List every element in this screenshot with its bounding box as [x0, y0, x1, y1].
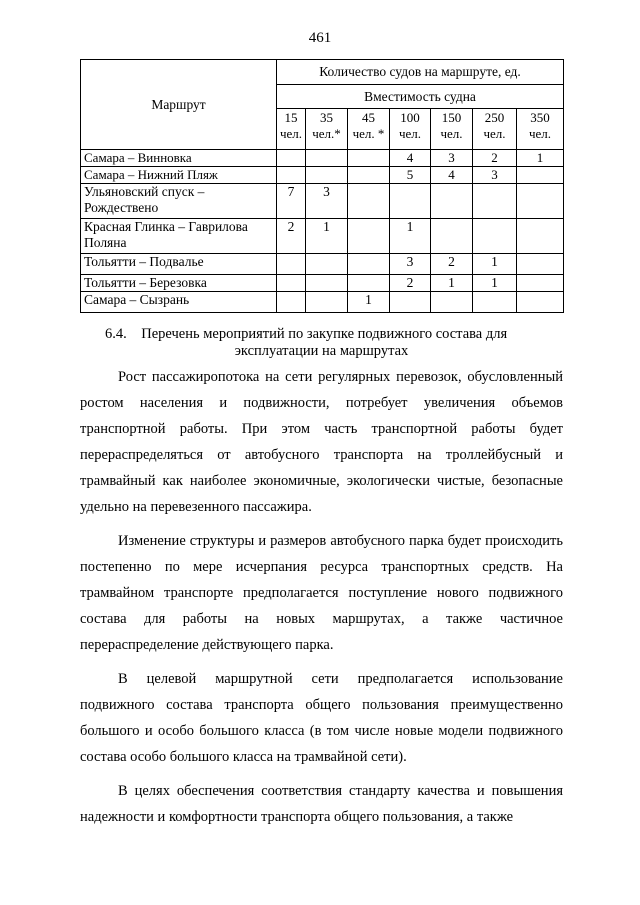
vessel-count-cell: [306, 167, 348, 184]
vessel-count-cell: [473, 219, 517, 254]
section-title-line1: Перечень мероприятий по закупке подвижного состава для: [141, 326, 508, 342]
paragraph: Рост пассажиропотока на сети регулярных перевозок, обусловленный ростом населения и подвижности, потребует увеличения объемов транспортной работы. При этом часть транспортной работы будет перераспределяться от автобусного транспорта на троллейбусный и трамвайный как наиболее экономичные, экологически чистые, безопасные удельно на перевезенного пассажира.: [80, 369, 563, 515]
vessel-count-cell: [473, 292, 517, 313]
header-vessel-count: Количество судов на маршруте, ед.: [277, 60, 564, 85]
capacity-header-cell: [348, 109, 390, 150]
table-row: [81, 254, 564, 275]
table-row: [81, 184, 564, 219]
route-name-cell: Тольятти – Березовка: [81, 275, 277, 292]
capacity-header-cell: [306, 109, 348, 150]
vessel-count-cell: [277, 275, 306, 292]
vessel-count-cell: 4: [431, 167, 473, 184]
capacity-value: 45: [362, 110, 375, 125]
vessel-count-cell: [431, 184, 473, 219]
vessel-count-cell: [390, 184, 431, 219]
capacity-value: 35: [320, 110, 333, 125]
vessel-count-cell: [348, 275, 390, 292]
route-name-cell: Ульяновский спуск – Рождествено: [81, 184, 277, 219]
paragraph: В целевой маршрутной сети предполагается использование подвижного состава транспорта общего пользования преимущественно большого и особо большого класса (в том числе новые модели подвижного состава особо большого класса на трамвайной сети).: [80, 671, 563, 765]
header-route: Маршрут: [81, 60, 277, 150]
vessel-count-cell: 1: [306, 219, 348, 254]
vessel-count-cell: [306, 292, 348, 313]
capacity-value: 15: [284, 110, 298, 125]
capacity-value: 350: [530, 110, 550, 125]
vessel-count-cell: [517, 167, 564, 184]
vessel-count-cell: 1: [390, 219, 431, 254]
table-row: [81, 167, 564, 184]
route-name-cell: Самара – Сызрань: [81, 292, 277, 313]
capacity-header-cell: [473, 109, 517, 150]
vessel-count-cell: [348, 184, 390, 219]
capacity-unit: чел.*: [312, 126, 341, 141]
vessel-count-cell: [348, 150, 390, 167]
capacity-unit: чел.: [528, 126, 552, 141]
vessel-count-cell: 2: [390, 275, 431, 292]
fleet-table: [80, 59, 564, 313]
section-title-line2: эксплуатации на маршрутах: [234, 343, 409, 359]
vessel-count-cell: [517, 254, 564, 275]
capacity-value: 150: [441, 110, 462, 125]
vessel-count-cell: [431, 219, 473, 254]
section-heading: [80, 326, 563, 360]
vessel-count-cell: 1: [473, 275, 517, 292]
table-row: [81, 150, 564, 167]
capacity-header-cell: [277, 109, 306, 150]
vessel-count-cell: [348, 254, 390, 275]
capacity-header-cell: [390, 109, 431, 150]
table-row: [81, 219, 564, 254]
vessel-count-cell: [277, 254, 306, 275]
vessel-count-cell: [306, 275, 348, 292]
vessel-count-cell: [277, 292, 306, 313]
capacity-unit: чел.: [483, 126, 506, 141]
route-name-cell: Самара – Нижний Пляж: [81, 167, 277, 184]
vessel-count-cell: 1: [348, 292, 390, 313]
route-name-cell: Самара – Винновка: [81, 150, 277, 167]
vessel-count-cell: [390, 292, 431, 313]
vessel-count-cell: 2: [473, 150, 517, 167]
vessel-count-cell: 3: [473, 167, 517, 184]
table-row: [81, 275, 564, 292]
vessel-count-cell: [277, 150, 306, 167]
section-number: 6.4.: [105, 326, 127, 342]
vessel-count-cell: [517, 275, 564, 292]
vessel-count-cell: [348, 167, 390, 184]
vessel-count-cell: 1: [517, 150, 564, 167]
capacity-unit: чел.: [398, 126, 422, 141]
vessel-count-cell: 1: [473, 254, 517, 275]
vessel-count-cell: 5: [390, 167, 431, 184]
vessel-count-cell: [517, 219, 564, 254]
table-row: [81, 292, 564, 313]
route-name-cell: Тольятти – Подвалье: [81, 254, 277, 275]
vessel-count-cell: [517, 184, 564, 219]
capacity-header-cell: [517, 109, 564, 150]
vessel-count-cell: 2: [277, 219, 306, 254]
paragraph: Изменение структуры и размеров автобусного парка будет происходить постепенно по мере исчерпания ресурса транспортных средств. На трамвайном транспорте предполагается поступление нового подвижного состава для работы на новых маршрутах, а также частичное перераспределение действующего парка.: [80, 533, 563, 653]
body-text: [80, 364, 563, 838]
vessel-count-cell: [473, 184, 517, 219]
route-name-cell: Красная Глинка – Гаврилова Поляна: [81, 219, 277, 254]
vessel-count-cell: 7: [277, 184, 306, 219]
capacity-value: 100: [400, 110, 420, 125]
header-vessel-capacity: Вместимость судна: [277, 85, 564, 109]
vessel-count-cell: [431, 292, 473, 313]
vessel-count-cell: [517, 292, 564, 313]
vessel-count-cell: [306, 150, 348, 167]
capacity-unit: чел.: [279, 126, 303, 141]
vessel-count-cell: 2: [431, 254, 473, 275]
capacity-header-cell: [431, 109, 473, 150]
capacity-unit: чел. *: [352, 126, 385, 141]
vessel-count-cell: 1: [431, 275, 473, 292]
paragraph: В целях обеспечения соответствия стандарту качества и повышения надежности и комфортности транспорта общего пользования, а также: [80, 783, 563, 825]
vessel-count-cell: 3: [431, 150, 473, 167]
page-number: 461: [308, 30, 332, 46]
vessel-count-cell: 3: [306, 184, 348, 219]
vessel-count-cell: [348, 219, 390, 254]
vessel-count-cell: 4: [390, 150, 431, 167]
capacity-value: 250: [484, 110, 505, 125]
capacity-unit: чел.: [440, 126, 463, 141]
vessel-count-cell: [277, 167, 306, 184]
vessel-count-cell: 3: [390, 254, 431, 275]
vessel-count-cell: [306, 254, 348, 275]
